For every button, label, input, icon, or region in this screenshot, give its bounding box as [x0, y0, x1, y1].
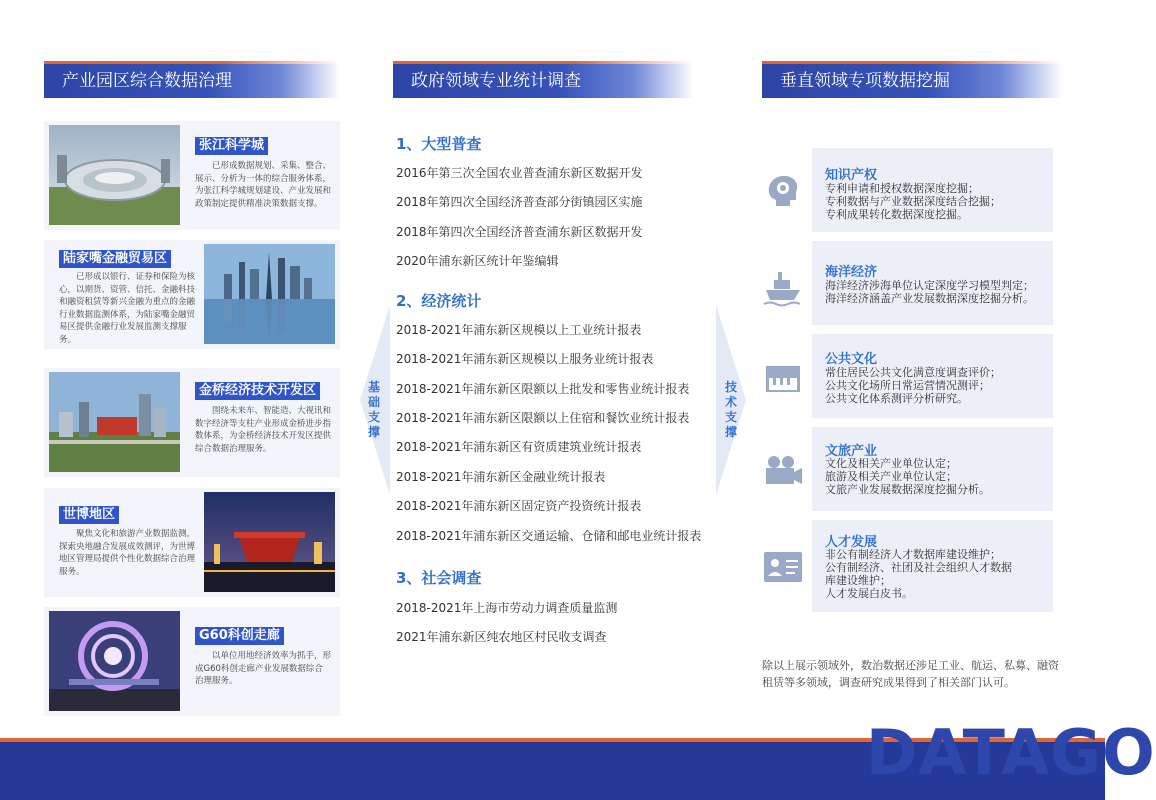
survey-group-title: 3、社会调查 [396, 569, 482, 587]
survey-item: 2018年第四次全国经济普查浦东新区数据开发 [396, 225, 643, 239]
field-line: 人才发展白皮书。 [825, 587, 913, 600]
lujiazui-photo [204, 244, 335, 344]
g60-photo [49, 611, 180, 711]
park-card-jinqiao [44, 368, 340, 477]
survey-item: 2018-2021年浦东新区有资质建筑业统计报表 [396, 440, 642, 454]
field-line: 海洋经济涵盖产业发展数据深度挖掘分析。 [825, 292, 1034, 305]
right-section-title: 垂直领域专项数据挖掘 [762, 64, 1062, 98]
jinqiao-photo [49, 372, 180, 472]
park-card-lujiazui [44, 240, 340, 349]
tech-support-tag [716, 305, 746, 495]
survey-group-title: 2、经济统计 [396, 292, 482, 310]
survey-item: 2018-2021年浦东新区金融业统计报表 [396, 470, 606, 484]
survey-item: 2018-2021年浦东新区规模以上工业统计报表 [396, 323, 642, 337]
park-title: 陆家嘴金融贸易区 [59, 250, 171, 268]
foundation-support-label: 基础支撑 [367, 380, 380, 439]
field-line: 文旅产业发展数据深度挖掘分析。 [825, 483, 990, 496]
field-card-talent [812, 520, 1053, 612]
camera-icon [760, 448, 806, 494]
field-line: 旅游及相关产业单位认定； [825, 470, 957, 483]
field-title: 海洋经济 [825, 265, 878, 280]
field-line: 专利申请和授权数据深度挖掘； [825, 182, 979, 195]
field-card-marine [812, 241, 1053, 325]
survey-item: 2018年第四次全国经济普查部分街镇园区实施 [396, 195, 643, 209]
park-description: 已形成以银行、证券和保险为核心，以期货、资管、信托、金融科技和融资租赁等新兴金融为重点的金融行业数据监测体系，为陆家嘴金融贸易区提供金融行业发展监测支撑服务。 [59, 272, 196, 345]
foundation-support-tag [360, 305, 390, 495]
id-card-icon [760, 544, 806, 590]
park-title: G60科创走廊 [195, 627, 284, 645]
footer-logo: DATAGO [866, 716, 1156, 789]
park-title: 世博地区 [59, 506, 119, 524]
ship-icon [760, 262, 806, 308]
middle-section-title: 政府领域专业统计调查 [393, 64, 693, 98]
park-description: 聚焦文化和旅游产业数据监测，探索央地融合发展成效测评，为世博地区管理局提供个性化数据综合治理服务。 [59, 529, 196, 577]
survey-item: 2018-2021年浦东新区固定资产投资统计报表 [396, 499, 642, 513]
park-description: 已形成数据规划、采集、整合、展示、分析为一体的综合服务体系，为张江科学城规划建设、产业发展和政策制定提供精准决策数据支撑。 [195, 161, 332, 209]
survey-item: 2021年浦东新区纯农地区村民收支调查 [396, 630, 607, 644]
field-line: 常住居民公共文化满意度调查评价； [825, 366, 1001, 379]
field-title: 人才发展 [825, 535, 878, 550]
field-line: 公共文化场所日常运营情况测评； [825, 379, 990, 392]
field-line: 文化及相关产业单位认定； [825, 457, 957, 470]
field-line: 海洋经济涉海单位认定深度学习模型判定； [825, 279, 1034, 292]
brain-gear-icon [760, 168, 806, 214]
shibo-photo [204, 492, 335, 592]
park-card-zhangjiang [44, 121, 340, 230]
tech-support-label: 技术支撑 [724, 380, 737, 439]
closing-note: 除以上展示领域外，数治数据还涉足工业、航运、私募、融资租赁等多领域，调查研究成果得到了相关部门认可。 [762, 659, 1059, 689]
survey-item: 2018-2021年浦东新区交通运输、仓储和邮电业统计报表 [396, 529, 702, 543]
survey-group-title: 1、大型普查 [396, 135, 482, 153]
survey-item: 2018-2021年浦东新区限额以上批发和零售业统计报表 [396, 382, 690, 396]
field-card-culture [812, 334, 1053, 418]
park-title: 金桥经济技术开发区 [195, 382, 320, 400]
field-line: 非公有制经济人才数据库建设维护； [825, 548, 1001, 561]
survey-item: 2016年第三次全国农业普查浦东新区数据开发 [396, 166, 643, 180]
field-line: 公有制经济、社团及社会组织人才数据 [825, 561, 1012, 574]
park-description: 围绕未来车、智能造、大视讯和数字经济等支柱产业形成金桥进步指数体系，为金桥经济技术开发区提供综合数据治理服务。 [195, 406, 332, 454]
park-card-g60 [44, 607, 340, 716]
field-card-ip [812, 148, 1053, 232]
zhangjiang-photo [49, 125, 180, 225]
field-title: 文旅产业 [825, 444, 878, 459]
field-title: 公共文化 [825, 352, 878, 367]
survey-item: 2018-2021年浦东新区限额以上住宿和餐饮业统计报表 [396, 411, 690, 425]
field-title: 知识产权 [825, 168, 878, 183]
survey-item: 2020年浦东新区统计年鉴编辑 [396, 254, 559, 268]
park-card-shibo [44, 488, 340, 597]
park-description: 以单位用地经济效率为抓手，形成G60科创走廊产业发展数据综合治理服务。 [195, 651, 332, 686]
field-card-tourism [812, 427, 1053, 511]
left-section-title: 产业园区综合数据治理 [44, 64, 340, 98]
field-line: 专利成果转化数据深度挖掘。 [825, 208, 968, 221]
field-line: 专利数据与产业数据深度结合挖掘； [825, 195, 1001, 208]
survey-item: 2018-2021年浦东新区规模以上服务业统计报表 [396, 352, 654, 366]
park-title: 张江科学城 [195, 137, 268, 155]
field-line: 库建设维护； [825, 574, 891, 587]
survey-item: 2018-2021年上海市劳动力调查质量监测 [396, 601, 618, 615]
piano-icon [760, 356, 806, 402]
field-line: 公共文化体系测评分析研究。 [825, 392, 968, 405]
